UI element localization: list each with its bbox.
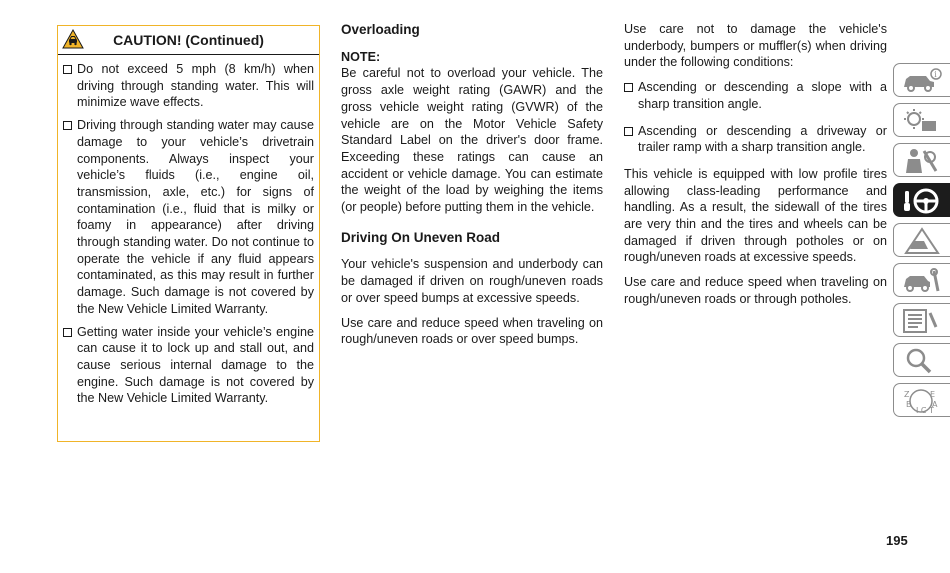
column-right (624, 21, 887, 316)
caution-title: CAUTION! (Continued) (113, 32, 264, 48)
list-item (63, 61, 314, 111)
list-item (624, 79, 887, 112)
caution-box (57, 25, 320, 442)
list-item (63, 117, 314, 317)
tab-starting-operating[interactable] (893, 183, 950, 217)
list-item-text: Getting water inside your vehicle’s engine can cause it to lock up and stall out, and cause serious internal damage to the engine. Such damage is not covered by the New Vehicle Limited Warranty. (77, 324, 314, 406)
page-number: 195 (886, 533, 908, 548)
svg-text:A: A (932, 400, 938, 409)
list-item-text: Driving through standing water may cause damage to your vehicle’s drivetrain components. Always inspect your vehicle’s fluids (i.e., engine oil, transmission, axle, etc.) for signs of contamination (i.e., fluid that is milky or foamy in appearance) after driving through standing water. Do not continue to operate the vehicle if any fluid appears contaminated, as this may result in further damage. Such damage is not covered by the New Vehicle Limited Warranty. (77, 118, 314, 316)
steering-wheel-key-icon (900, 187, 942, 215)
list-item (624, 123, 887, 156)
car-info-icon (900, 67, 942, 95)
checkbox-bullet-icon (63, 121, 72, 130)
uneven-road-paragraph: Use care and reduce speed when traveling on rough/uneven roads or over speed bumps. (341, 315, 603, 347)
tab-dashboard[interactable] (893, 103, 950, 137)
overloading-heading: Overloading (341, 22, 420, 37)
svg-text:E: E (930, 390, 936, 399)
warning-car-icon (62, 29, 84, 49)
safety-airbag-icon (900, 147, 942, 175)
tab-emergency[interactable] (893, 223, 950, 257)
tab-specifications[interactable] (893, 343, 950, 377)
checkbox-bullet-icon (63, 65, 72, 74)
emergency-triangle-icon (900, 227, 942, 255)
intro-paragraph: Use care not to damage the vehicle's underbody, bumpers or muffler(s) when driving under the following conditions: (624, 22, 887, 70)
checkbox-bullet-icon (624, 127, 633, 136)
magnifier-icon (900, 347, 942, 375)
tab-vehicle-info[interactable] (893, 63, 950, 97)
tab-safety[interactable] (893, 143, 950, 177)
conditions-list (624, 79, 887, 156)
caution-header (58, 26, 319, 55)
uneven-road-paragraph: Your vehicle's suspension and underbody can be damaged if driven on rough/uneven roads or over speed bumps at excessive speeds. (341, 257, 603, 305)
svg-text:B: B (906, 400, 912, 409)
note-text: Be careful not to overload your vehicle. The gross axle weight rating (GAWR) and the gross vehicle weight rating (GVWR) of the vehicle are on the Motor Vehicle Safety Standard Label on the driver's door frame. Exceeding these ratings can cause an accident or vehicle damage. You can estimate the weight of the load by weighing the items (or people) before putting them in the vehicle. (341, 66, 603, 215)
tab-index[interactable] (893, 383, 950, 417)
uneven-road-heading: Driving On Uneven Road (341, 229, 501, 245)
car-service-icon (900, 267, 942, 295)
caution-list (58, 55, 319, 407)
dashboard-lights-icon (900, 107, 942, 135)
list-item-text: Ascending or descending a slope with a sharp transition angle. (638, 80, 887, 111)
column-middle (341, 18, 603, 356)
note-label: NOTE: (341, 49, 381, 64)
checkbox-bullet-icon (624, 83, 633, 92)
tab-servicing[interactable] (893, 263, 950, 297)
reduce-speed-paragraph: Use care and reduce speed when traveling on rough/uneven roads or through potholes. (624, 275, 887, 306)
list-item-text: Ascending or descending a driveway or trailer ramp with a sharp transition angle. (638, 123, 887, 155)
list-item-text: Do not exceed 5 mph (8 km/h) when driving through standing water. This will minimize wave effects. (77, 62, 314, 110)
index-letters-icon (900, 387, 942, 415)
tires-paragraph: This vehicle is equipped with low profile tires allowing class-leading performance and handling. As a result, the sidewall of the tires are very thin and the tires and wheels can be damaged if driven through potholes or on rough/uneven roads at excessive speeds. (624, 166, 887, 265)
list-item (63, 324, 314, 408)
svg-text:I C T: I C T (916, 406, 934, 415)
svg-text:i: i (934, 70, 937, 79)
multimedia-list-icon (900, 307, 942, 335)
checkbox-bullet-icon (63, 328, 72, 337)
svg-text:Z: Z (904, 390, 910, 399)
tab-multimedia[interactable] (893, 303, 950, 337)
